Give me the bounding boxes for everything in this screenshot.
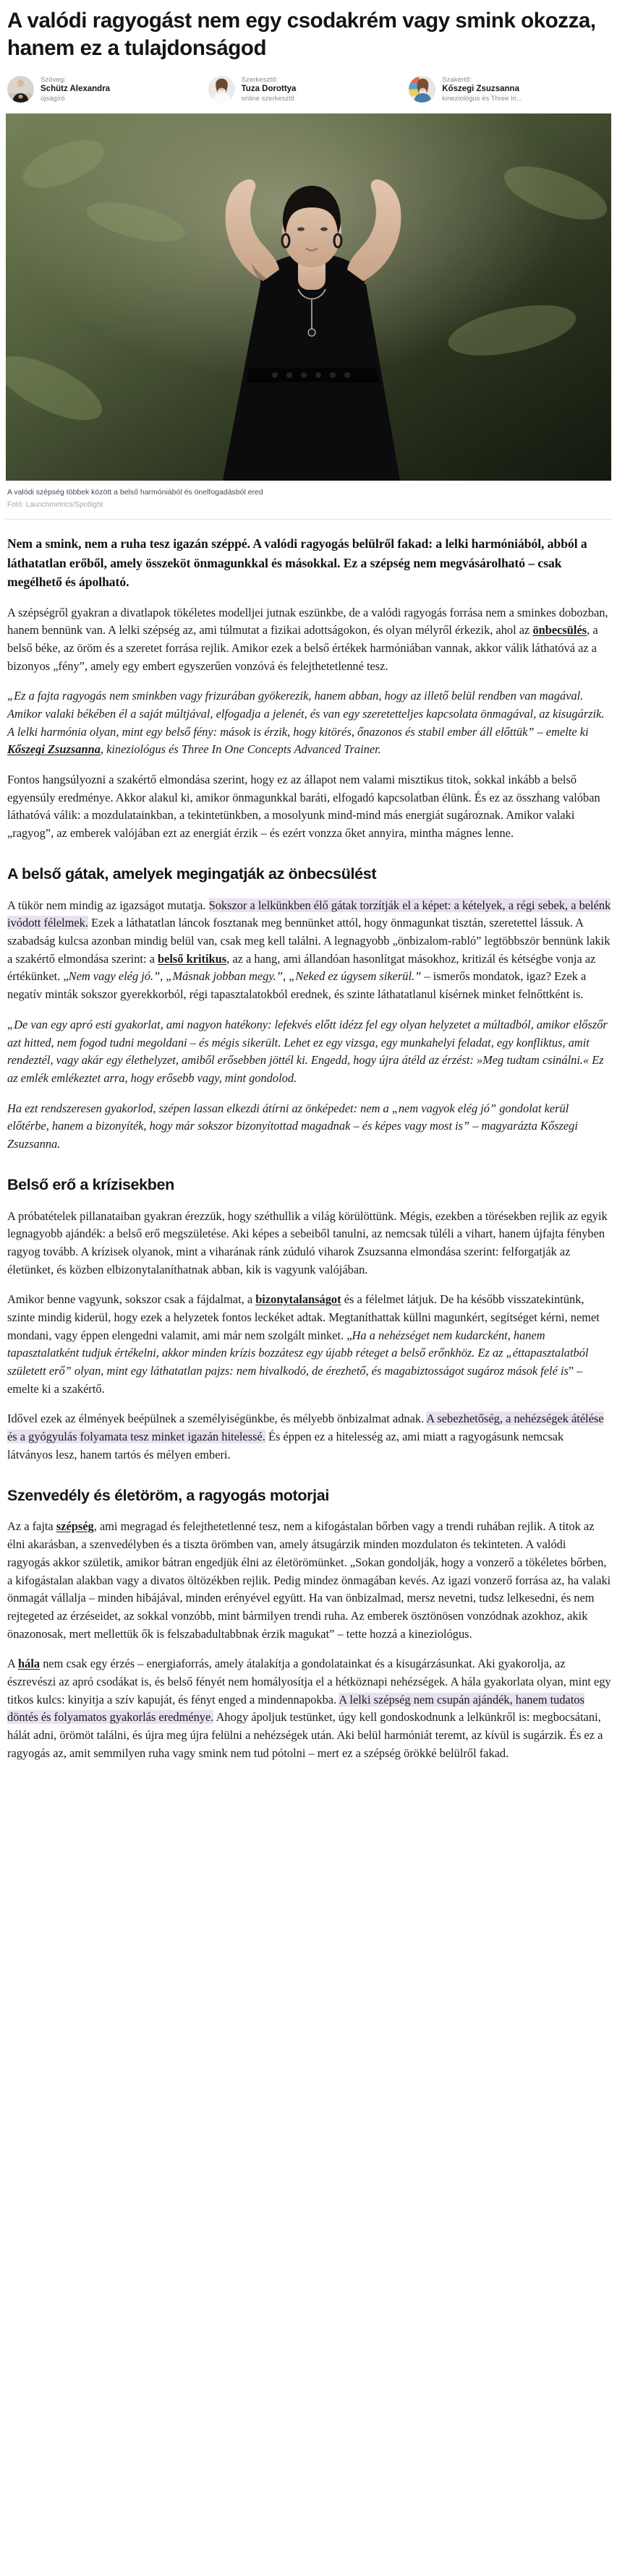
text-run: Ahogy ápoljuk testünket, úgy kell gondoskodnunk a lelkünkről is: megbocsátani, hálát adni, örömöt találni, és újra meg újra felülni a nehézségek után. Aki belül harmóniát teremt, az kívül is sugárzik. És ez a ragyogás az, amit semmilyen ruha vagy smink nem tud pótolni – mert ez a szépség örökké belülről fakad. [7,1710,603,1760]
text-run: nem csak egy érzés – energiaforrás, amely átalakítja a gondolatainkat és a kisugárzásunkat. Aki gyakorolja, az észrevészi az apró csodákat is, és belső fényét nem homályosítja el a hétköznapi nehézségek. A hála gyakorlata olyan, mint egy titkos kulcs: kinyitja a szív kapuját, és fényt enged a mindennapokba. [7,1657,611,1706]
link-bizonytalansagot[interactable]: bizonytalanságot [255,1292,341,1307]
section-heading-3: Szenvedély és életöröm, a ragyogás motorjai [7,1486,329,1504]
author-name: Kőszegi Zsuzsanna [442,84,519,93]
author-role: Szakértő: [442,75,472,84]
link-belso-kritikus[interactable]: belső kritikus [157,951,227,966]
page-title: A valódi ragyogást nem egy csodakrém vagy smink okozza, hanem ez a tulajdonságod [7,9,596,61]
image-credit: Fotó: Launchmetrics/Spotlight [7,501,103,510]
paragraph-7: A próbatételek pillanataiban gyakran érezzük, hogy széthullik a világ körülöttünk. Mégis, ezekben a törésekben rejlik az egyik legnagyobb ajándék: a belső erő megszületése. Aki képes a sebeiből tanulni, az nemcsak túléli a vihart, hanem újfajta fényben ragyog tovább. A krízisek olyanok, mint a viharának ránk zúduló viharok Zsuzsanna elmondása szerint: felforgatják az életünket, és közben elbizonytalaníthatnak abban, kik is vagyunk valójában. [7,1208,608,1276]
paragraph-9 [7,1410,611,1464]
text-run: Az a fajta [7,1519,56,1534]
avatar [409,76,435,103]
link-onbecsules[interactable]: önbecsülés [532,623,587,637]
text-run: „Ez a fajta ragyogás nem sminkben vagy frizurában gyökerezik, hanem abban, hogy az illető belül rendben van magával. Amikor valaki békében él a saját múltjával, elfogadja a jelenét, és van egy szeretetteljes kapcsolata önmagával, az kisugárzik. A lelki harmónia olyan, mint egy belső fény: mások is érzik, hogy kitörés, őnazonos és stabil ember áll előttük” – emelte ki [7,689,605,739]
text-run: Amikor benne vagyunk, sokszor csak a fájdalmat, a [7,1292,256,1307]
text-run: ” – tette hozzá a kineziológus. [329,1626,472,1641]
text-run-italic: Ha a nehézséget nem kudarcként, hanem tapasztalatként tudjuk értékelni, akkor minden krízis bozzátesz egy újabb réteget a belső erőnkhöz. Ez az „éttapasztalatból született erő” olyan, mint egy láthatatlan pajzs: nem hivalkodó, de érezhető, és magabiztosságot sugároz mások felé is [7,1328,589,1378]
text-run: A [7,1657,19,1671]
text-run: Idővel ezek az élmények beépülnek a személyiségünkbe, és mélyebb önbizalmat adnak. [7,1412,427,1426]
highlighted-text: Sokszor a lelkünkben élő gátak torzítják el a képet: a kételyek, a régi sebek, a belénk ivódott félelmek. [7,898,611,930]
paragraph-11 [7,1655,611,1762]
byline [6,76,611,103]
paragraph-5-quote: „De van egy apró esti gyakorlat, ami nagyon hatékony: lefekvés előtt idézz fel egy olyan helyzetet a múltadból, amikor előszőr azt hitted, nem fogod tudni megoldani – és mégis sikerült. Lehet ez egy vizsga, egy munkahelyi feladat, egy konfliktus, amit rendeztél, vagy akár egy élethelyzet, amiből erősebben jöttél ki. Engedd, hogy újra átéld az érzést: »Meg tudtam csinálni.« Ez az emlék emlékeztet arra, hogy erősebb vagy, mint gondolod. [7,1017,608,1085]
paragraph-1 [7,604,611,676]
text-run: és a félelmet látjuk. De ha később visszatekintünk, szinte mindig kiderül, hogy ezek a helyzetek fontos leckéket adtak. Megtaníthattak küllni magunkért, segítséget kérni, nemet mondani, vagy éppen elengedni valamit, ami már nem szolgált minket. „ [7,1292,600,1342]
paragraph-3: Fontos hangsúlyozni a szakértő elmondása szerint, hogy ez az állapot nem valami misztikus titok, sokkal inkább a belső egyensúly eredménye. Akkor alakul ki, amikor önmagunkkal baráti, elfogadó kapcsolatban élünk. És ez az összhang valóban láthatóvá válik: a mozdulatainkban, a tekintetünkben, a mosolyunk mind-mind más energiát sugároznak. Amikor valaki „ragyog”, az emberek valójában ezt az energiát érzik – és ezért vonzza őket annyira, mintha mágnes lenne. [7,773,600,841]
highlighted-text: A sebezhetőség, a nehézségek átélése és a gyógyulás folyamata tesz minket igazán hitelessé. [7,1412,604,1444]
paragraph-6-quote: Ha ezt rendszeresen gyakorlod, szépen lassan elkezdi átírni az önképedet: nem a „nem vagyok elég jó” gondolat kerül előtérbe, hanem a bizonyíték, hogy már sokszor bizonyítottad magadnak – és képes vagy most is” – magyarázta Kőszegi Zsuzsanna. [7,1101,578,1151]
section-heading-2: Belső erő a krízisekben [7,1175,174,1193]
image-caption: A valódi szépség többek között a belső harmóniából és önelfogadásból ered [7,487,263,497]
byline-author-editor[interactable] [208,76,409,103]
article-page [0,7,617,1775]
text-run: , kineziológus és Three In One Concepts Advanced Trainer. [100,742,381,757]
hero-image [6,113,611,481]
link-szepseg[interactable]: szépség [56,1519,94,1534]
paragraph-2-quote [7,687,611,759]
lead-paragraph: Nem a smink, nem a ruha tesz igazán széppé. A valódi ragyogás belülről fakad: a lelki harmóniából, abból a láthatatlan erőből, amely összeköt önmagunkkal és másokkal. Ez a szépség nem megvásárolható – csak megélhető és ápolható. [7,536,587,590]
text-run: , ami megragad és felejthetetlenné tesz, nem a kifogástalan bőrben vagy a trendi ruhában rejlik. A titok az élni akarásban, a szenvedélyben és a tiszta örömben van, amely átsugárzik minden mozdulaton és tekinteten. A valódi ragyogás akkor születik, amikor bátran engedjük élni az életörömünket. „Sokan gondolják, hogy a vonzerő a tökéletes bőrben, a kifogástalan alakban vagy a divatos öltözékben rejlik. Pedig mindez önmagában kevés. Az igazi vonzerő forrása az, ha valaki önmagát vállalja – minden hibájával, minden erényével együtt. Ha van önbizalmad, mersz nevetni, tudsz lelkesedni, és nem rejtegeted az érzéseidet, az sokkal vonzóbb, mint bármilyen trendi ruha. Az emberek ösztönösen vonzódnak azokhoz, akik önazonosak, mert mellettük ők is felszabadultabbnak érzik magukat [7,1519,611,1641]
text-run: A tükör nem mindig az igazságot mutatja. [7,898,209,912]
paragraph-10 [7,1518,611,1643]
paragraph-4 [7,897,611,1004]
text-run: A szépségről gyakran a divatlapok tökéletes modelljei jutnak eszünkbe, de a valódi ragyogás forrása nem a sminkes dobozban, hanem bennünk van. A lelki szépség az, ami túlmutat a fizikai adottságokon, és olyan mélyről érkezik, ahol az [7,605,608,637]
text-run: ” – emelte ki a szakértő. [7,1364,583,1396]
paragraph-8 [7,1291,611,1398]
author-name: Schütz Alexandra [41,84,111,93]
text-run: Ezek a láthatatlan láncok fosztanak meg bennünket attól, hogy önmagunkat tisztán, szeretettel lássuk. A szabadság kulcsa azonban mindig belül van, csak meg kell találni. A legnagyobb „önbizalom-rabló” legtöbbször bennünk lakik a szakértő elmondása szerint: a [7,916,610,966]
divider [6,519,611,520]
text-run-italic: Nem vagy elég jó.”, „Másnak jobban megy.”, „Neked ez úgysem sikerül.” [68,969,422,984]
author-role: Szerkesztő: [241,75,278,84]
text-run: , az a hang, ami állandóan hasonlítgat másokhoz, kritizál és kétségbe vonja az értékünket. „ [7,951,596,984]
text-run: , a belső béke, az öröm és a szeretet forrása rejlik. Amikor ezek a belső értékek harmóniában vannak, akkor válik láthatóvá az a bizonyos „fény”, amely egy embert egyszerűen vonzóvá és felejthetetlenné tesz. [7,623,598,673]
link-koszegi-zsuzsanna[interactable]: Kőszegi Zsuzsanna [7,742,101,757]
author-title: kineziológus és Three In... [442,95,522,103]
text-run: És éppen ez a hitelesség az, ami miatt a ragyogásunk nemcsak látványos lesz, hanem tartós és mélyen emberi. [7,1430,564,1461]
byline-author-expert[interactable] [409,76,610,103]
highlighted-text: A lelki szépség nem csupán ajándék, hanem tudatos döntés és folyamatos gyakorlás eredménye. [7,1692,584,1725]
byline-author-writer[interactable] [7,76,208,103]
author-role: Szöveg: [41,75,67,84]
avatar [208,76,235,103]
author-name: Tuza Dorottya [241,84,297,93]
author-title: online szerkesztő [241,95,295,103]
author-title: újságíró [41,95,65,103]
text-run: – ismerős mondatok, igaz? Ezek a negatív minták sokszor gyerekkorból, régi tapasztalatokból erednek, és szinte láthatatlanul kísérnek minket felnőttként is. [7,969,587,1002]
section-heading-1: A belső gátak, amelyek megingatják az önbecsülést [7,864,377,883]
link-hala[interactable]: hála [18,1657,41,1671]
avatar [7,76,34,103]
